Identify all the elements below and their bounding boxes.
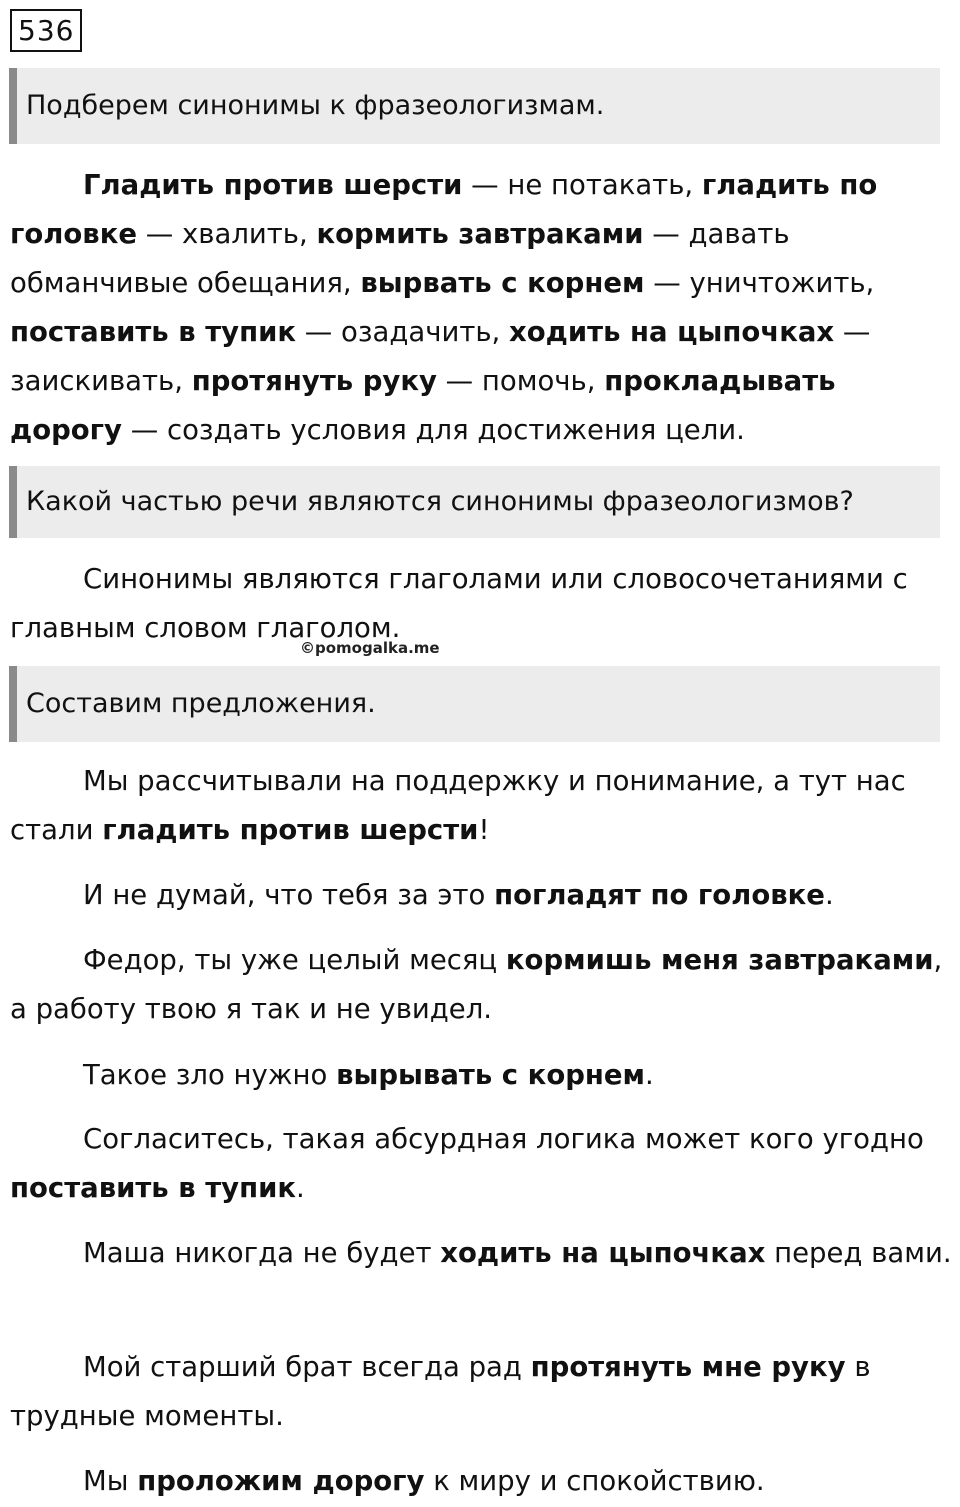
sentence-4 bbox=[10, 1051, 954, 1100]
text-run: Такое зло нужно bbox=[83, 1059, 337, 1091]
text-run: — создать условия для достижения цели. bbox=[121, 414, 745, 446]
text-run: Мы рассчитывали на поддержку и понимание, а тут нас стали bbox=[10, 765, 906, 846]
paragraph-part-of-speech bbox=[10, 555, 954, 653]
text-run: . bbox=[645, 1059, 654, 1091]
text-run: Согласитесь, такая абсурдная логика может кого угодно bbox=[83, 1123, 924, 1155]
text-run: , а работу твою я так и не увидел. bbox=[10, 944, 943, 1025]
text-run: перед вами. bbox=[765, 1237, 952, 1269]
phraseologism-text: протянуть руку bbox=[191, 365, 437, 397]
phraseologism-text: проложим дорогу bbox=[137, 1465, 425, 1497]
sentence-7 bbox=[10, 1343, 954, 1441]
sentence-8 bbox=[10, 1457, 954, 1506]
phraseologism-text: кормить завтраками bbox=[316, 218, 644, 250]
text-run: — заискивать, bbox=[10, 316, 871, 397]
page-number: 536 bbox=[10, 9, 82, 52]
text-run: в трудные моменты. bbox=[10, 1351, 871, 1432]
phraseologism-text: гладить по головке bbox=[10, 169, 878, 250]
text-run: — уничтожить, bbox=[644, 267, 875, 299]
text-run: к миру и спокойствию. bbox=[424, 1465, 765, 1497]
text-run: — помочь, bbox=[436, 365, 605, 397]
text-run: . bbox=[824, 879, 834, 911]
text-run: Синонимы являются глаголами или словосочетаниями с главным словом глаголом. bbox=[10, 563, 908, 644]
text-run: Маша никогда не будет bbox=[83, 1237, 441, 1269]
paragraph-synonyms-list bbox=[10, 161, 954, 455]
text-run: — озадачить, bbox=[296, 316, 510, 348]
section-heading-sentences: Составим предложения. bbox=[9, 666, 940, 742]
sentence-5 bbox=[10, 1115, 954, 1213]
section-heading-part-of-speech: Какой частью речи являются синонимы фразеологизмов? bbox=[9, 466, 940, 538]
text-run: — не потакать, bbox=[462, 169, 702, 201]
phraseologism-text: гладить против шерсти bbox=[102, 814, 479, 846]
sentence-1 bbox=[10, 757, 954, 855]
text-run: Мой старший брат всегда рад bbox=[83, 1351, 531, 1383]
phraseologism-text: погладят по головке bbox=[494, 879, 825, 911]
text-run: И не думай, что тебя за это bbox=[83, 879, 495, 911]
text-run: Мы bbox=[83, 1465, 138, 1497]
watermark: ©pomogalka.me bbox=[300, 639, 440, 657]
phraseologism-text: вырывать с корнем bbox=[336, 1059, 646, 1091]
text-run: Федор, ты уже целый месяц bbox=[83, 944, 506, 976]
sentence-6 bbox=[10, 1229, 954, 1278]
text-run: . bbox=[296, 1172, 305, 1204]
phraseologism-text: вырвать с корнем bbox=[360, 267, 645, 299]
phraseologism-text: поставить в тупик bbox=[10, 316, 297, 348]
phraseologism-text: протянуть мне руку bbox=[530, 1351, 846, 1383]
text-run: ! bbox=[478, 814, 490, 846]
phraseologism-text: поставить в тупик bbox=[10, 1172, 297, 1204]
sentence-2 bbox=[10, 871, 954, 920]
sentence-3 bbox=[10, 936, 954, 1034]
phraseologism-text: ходить на цыпочках bbox=[509, 316, 835, 348]
phraseologism-text: прокладывать дорогу bbox=[10, 365, 836, 446]
text-run: — давать обманчивые обещания, bbox=[10, 218, 790, 299]
phraseologism-text: Гладить против шерсти bbox=[83, 169, 463, 201]
section-heading-synonyms: Подберем синонимы к фразеологизмам. bbox=[9, 68, 940, 144]
text-run: — хвалить, bbox=[137, 218, 317, 250]
phraseologism-text: кормишь меня завтраками bbox=[505, 944, 934, 976]
phraseologism-text: ходить на цыпочках bbox=[440, 1237, 766, 1269]
